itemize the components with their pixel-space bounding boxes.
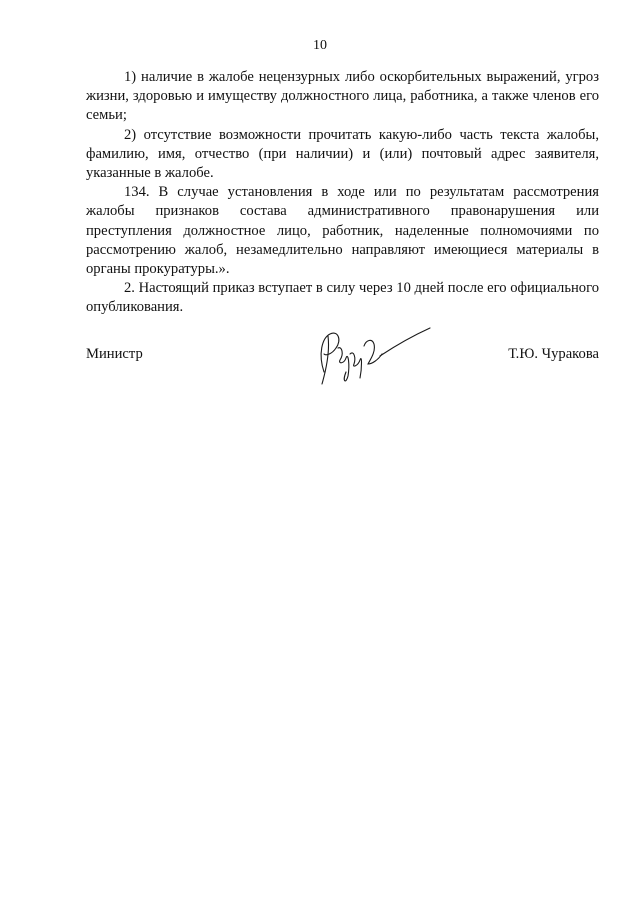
body-text (86, 68, 599, 318)
paragraph-item-1: 1) наличие в жалобе нецензурных либо оскорбительных выражений, угроз жизни, здоровью и имуществу должностного лица, работника, а также членов его семьи; (86, 69, 599, 124)
paragraph-effective-date: 2. Настоящий приказ вступает в силу через 10 дней после его официального опубликования. (86, 280, 599, 316)
signatory-name: Т.Ю. Чуракова (508, 346, 599, 362)
paragraph-item-2: 2) отсутствие возможности прочитать какую-либо часть текста жалобы, фамилию, имя, отчество (при наличии) и (или) почтовый адрес заявителя, указанные в жалобе. (86, 126, 599, 182)
signatory-title: Министр (86, 346, 143, 362)
paragraph-134: 134. В случае установления в ходе или по результатам рассмотрения жалобы признаков состава административного правонарушения или преступления должностное лицо, работник, наделенные полномочиями по рассмотрению жалоб, незамедлительно направляют имеющиеся материалы в органы прокуратуры.». (86, 184, 599, 278)
page-number: 10 (313, 38, 327, 53)
handwritten-signature (316, 324, 436, 390)
signature-block (86, 346, 599, 396)
